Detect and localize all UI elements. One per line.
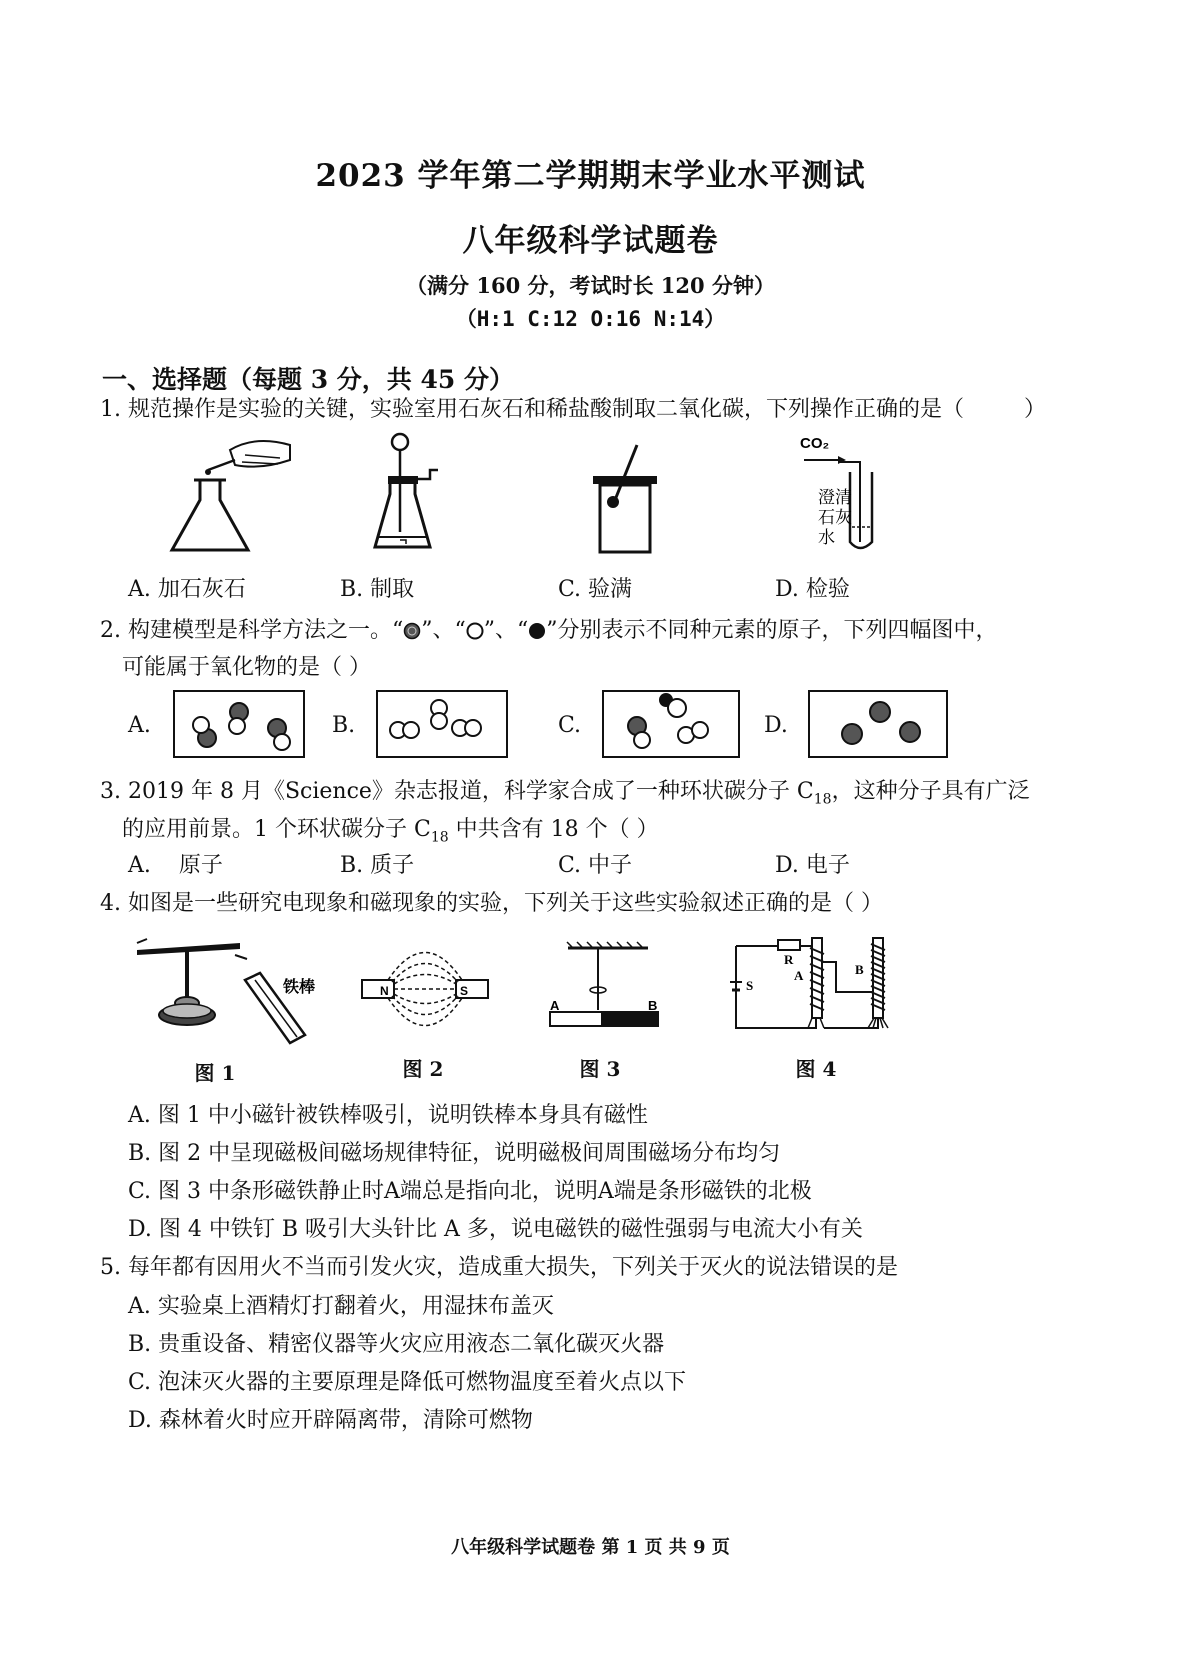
atomic-masses: （H:1 C:12 O:16 N:14） — [455, 307, 726, 331]
q1-paren-close: ） — [1024, 397, 1047, 422]
q5-option-c[interactable]: C. 泡沫灭火器的主要原理是降低可燃物温度至着火点以下 — [128, 1370, 687, 1395]
q3-line1-sub: 18 — [813, 791, 832, 808]
limewater-label-2: 石灰 — [818, 508, 852, 528]
q4-option-d[interactable]: D. 图 4 中铁钉 B 吸引大头针比 A 多，说电磁铁的磁性强弱与电流大小有关 — [128, 1217, 863, 1242]
q4-option-b[interactable]: B. 图 2 中呈现磁极间磁场规律特征，说明磁极间周围磁场分布均匀 — [128, 1141, 781, 1166]
q1-option-b[interactable]: B. 制取 — [340, 577, 415, 602]
figure-3-label: 图 3 — [579, 1057, 621, 1081]
q4-figure-3 — [548, 940, 668, 1040]
hatched-atom-icon — [403, 622, 421, 640]
q2-option-d[interactable]: D. — [764, 713, 788, 738]
q4-option-c[interactable]: C. 图 3 中条形磁铁静止时A端总是指向北，说明A端是条形磁铁的北极 — [128, 1179, 812, 1204]
figure-test-co2 — [800, 432, 890, 560]
black-atom-icon — [528, 622, 546, 640]
q2-option-a[interactable]: A. — [128, 713, 151, 738]
q4-figure-1 — [135, 935, 320, 1050]
q2-stem-3: ”、“ — [483, 618, 529, 643]
q2-stem-2: ”、“ — [421, 618, 466, 643]
q5-option-a[interactable]: A. 实验桌上酒精灯打翻着火，用湿抹布盖灭 — [128, 1294, 554, 1319]
fig4-a-label: A — [794, 968, 804, 983]
figure-produce-co2 — [370, 432, 450, 557]
exam-subtitle: 八年级科学试题卷 — [462, 223, 719, 259]
figure-add-limestone — [160, 430, 300, 560]
exam-info: （满分 160 分，考试时长 120 分钟） — [406, 273, 775, 298]
q1-stem-text: 1. 规范操作是实验的关键，实验室用石灰石和稀盐酸制取二氧化碳，下列操作正确的是（ — [100, 397, 964, 422]
question-1-stem — [100, 392, 1046, 423]
q4-figure-2 — [360, 940, 490, 1040]
q2-option-c[interactable]: C. — [558, 713, 582, 738]
q1-option-a[interactable]: A. 加石灰石 — [128, 577, 246, 602]
pole-n-label: N — [380, 984, 389, 998]
fig4-r-label: R — [784, 952, 794, 967]
q2-stem-line2: 可能属于氧化物的是（ ） — [122, 655, 371, 680]
q3-line2-b: 中共含有 18 个（ ） — [448, 817, 659, 842]
q5-option-b[interactable]: B. 贵重设备、精密仪器等火灾应用液态二氧化碳灭火器 — [128, 1332, 665, 1357]
q3-option-b[interactable]: B. 质子 — [340, 853, 415, 878]
q3-line1-b: ，这种分子具有广泛 — [831, 779, 1030, 804]
question-5-stem: 5. 每年都有因用火不当而引发火灾，造成重大损失，下列关于灭火的说法错误的是 — [100, 1255, 898, 1280]
q5-option-d[interactable]: D. 森林着火时应开辟隔离带，清除可燃物 — [128, 1408, 533, 1433]
q3-line1-a: 3. 2019 年 8 月《Science》杂志报道，科学家合成了一种环状碳分子 C — [100, 779, 814, 804]
q2-model-c — [602, 690, 740, 758]
figure-check-full — [585, 440, 665, 558]
q2-model-b — [376, 690, 508, 758]
iron-rod-label: 铁棒 — [283, 977, 316, 996]
limewater-label-1: 澄清 — [818, 488, 852, 508]
q2-stem-1: 2. 构建模型是科学方法之一。“ — [100, 618, 404, 643]
q4-option-a[interactable]: A. 图 1 中小磁针被铁棒吸引，说明铁棒本身具有磁性 — [128, 1103, 648, 1128]
q1-option-d[interactable]: D. 检验 — [775, 577, 850, 602]
q3-line2-a: 的应用前景。1 个环状碳分子 C — [122, 817, 431, 842]
q2-model-a — [173, 690, 305, 758]
page-footer: 八年级科学试题卷 第 1 页 共 9 页 — [451, 1537, 730, 1558]
limewater-label-3: 水 — [818, 528, 835, 548]
figure-2-label: 图 2 — [402, 1057, 444, 1081]
exam-title: 2023 学年第二学期期末学业水平测试 — [315, 158, 866, 194]
question-3-line2 — [122, 812, 659, 845]
figure-1-label: 图 1 — [194, 1061, 236, 1085]
q3-option-c[interactable]: C. 中子 — [558, 853, 633, 878]
q3-line2-sub: 18 — [430, 829, 449, 846]
q2-stem-4: ”分别表示不同种元素的原子，下列四幅图中， — [546, 618, 998, 643]
section-heading: 一、选择题（每题 3 分，共 45 分） — [102, 365, 515, 394]
q1-option-c[interactable]: C. 验满 — [558, 577, 633, 602]
q2-model-d — [808, 690, 948, 758]
co2-label: CO₂ — [800, 435, 830, 452]
q4-figure-4 — [728, 932, 908, 1037]
q3-option-d[interactable]: D. 电子 — [775, 853, 850, 878]
fig3-a-label: A — [550, 998, 560, 1013]
question-3-line1 — [100, 774, 1030, 807]
question-2-stem — [100, 613, 997, 644]
fig4-switch-label: S — [746, 978, 754, 993]
q2-option-b[interactable]: B. — [332, 713, 356, 738]
fig4-b-label: B — [855, 962, 864, 977]
figure-4-label: 图 4 — [795, 1057, 837, 1081]
fig3-b-label: B — [648, 998, 658, 1013]
q3-option-a[interactable]: A. 原子 — [128, 853, 223, 878]
white-atom-icon — [466, 622, 484, 640]
pole-s-label: S — [460, 984, 469, 998]
question-4-stem: 4. 如图是一些研究电现象和磁现象的实验，下列关于这些实验叙述正确的是（ ） — [100, 891, 883, 916]
